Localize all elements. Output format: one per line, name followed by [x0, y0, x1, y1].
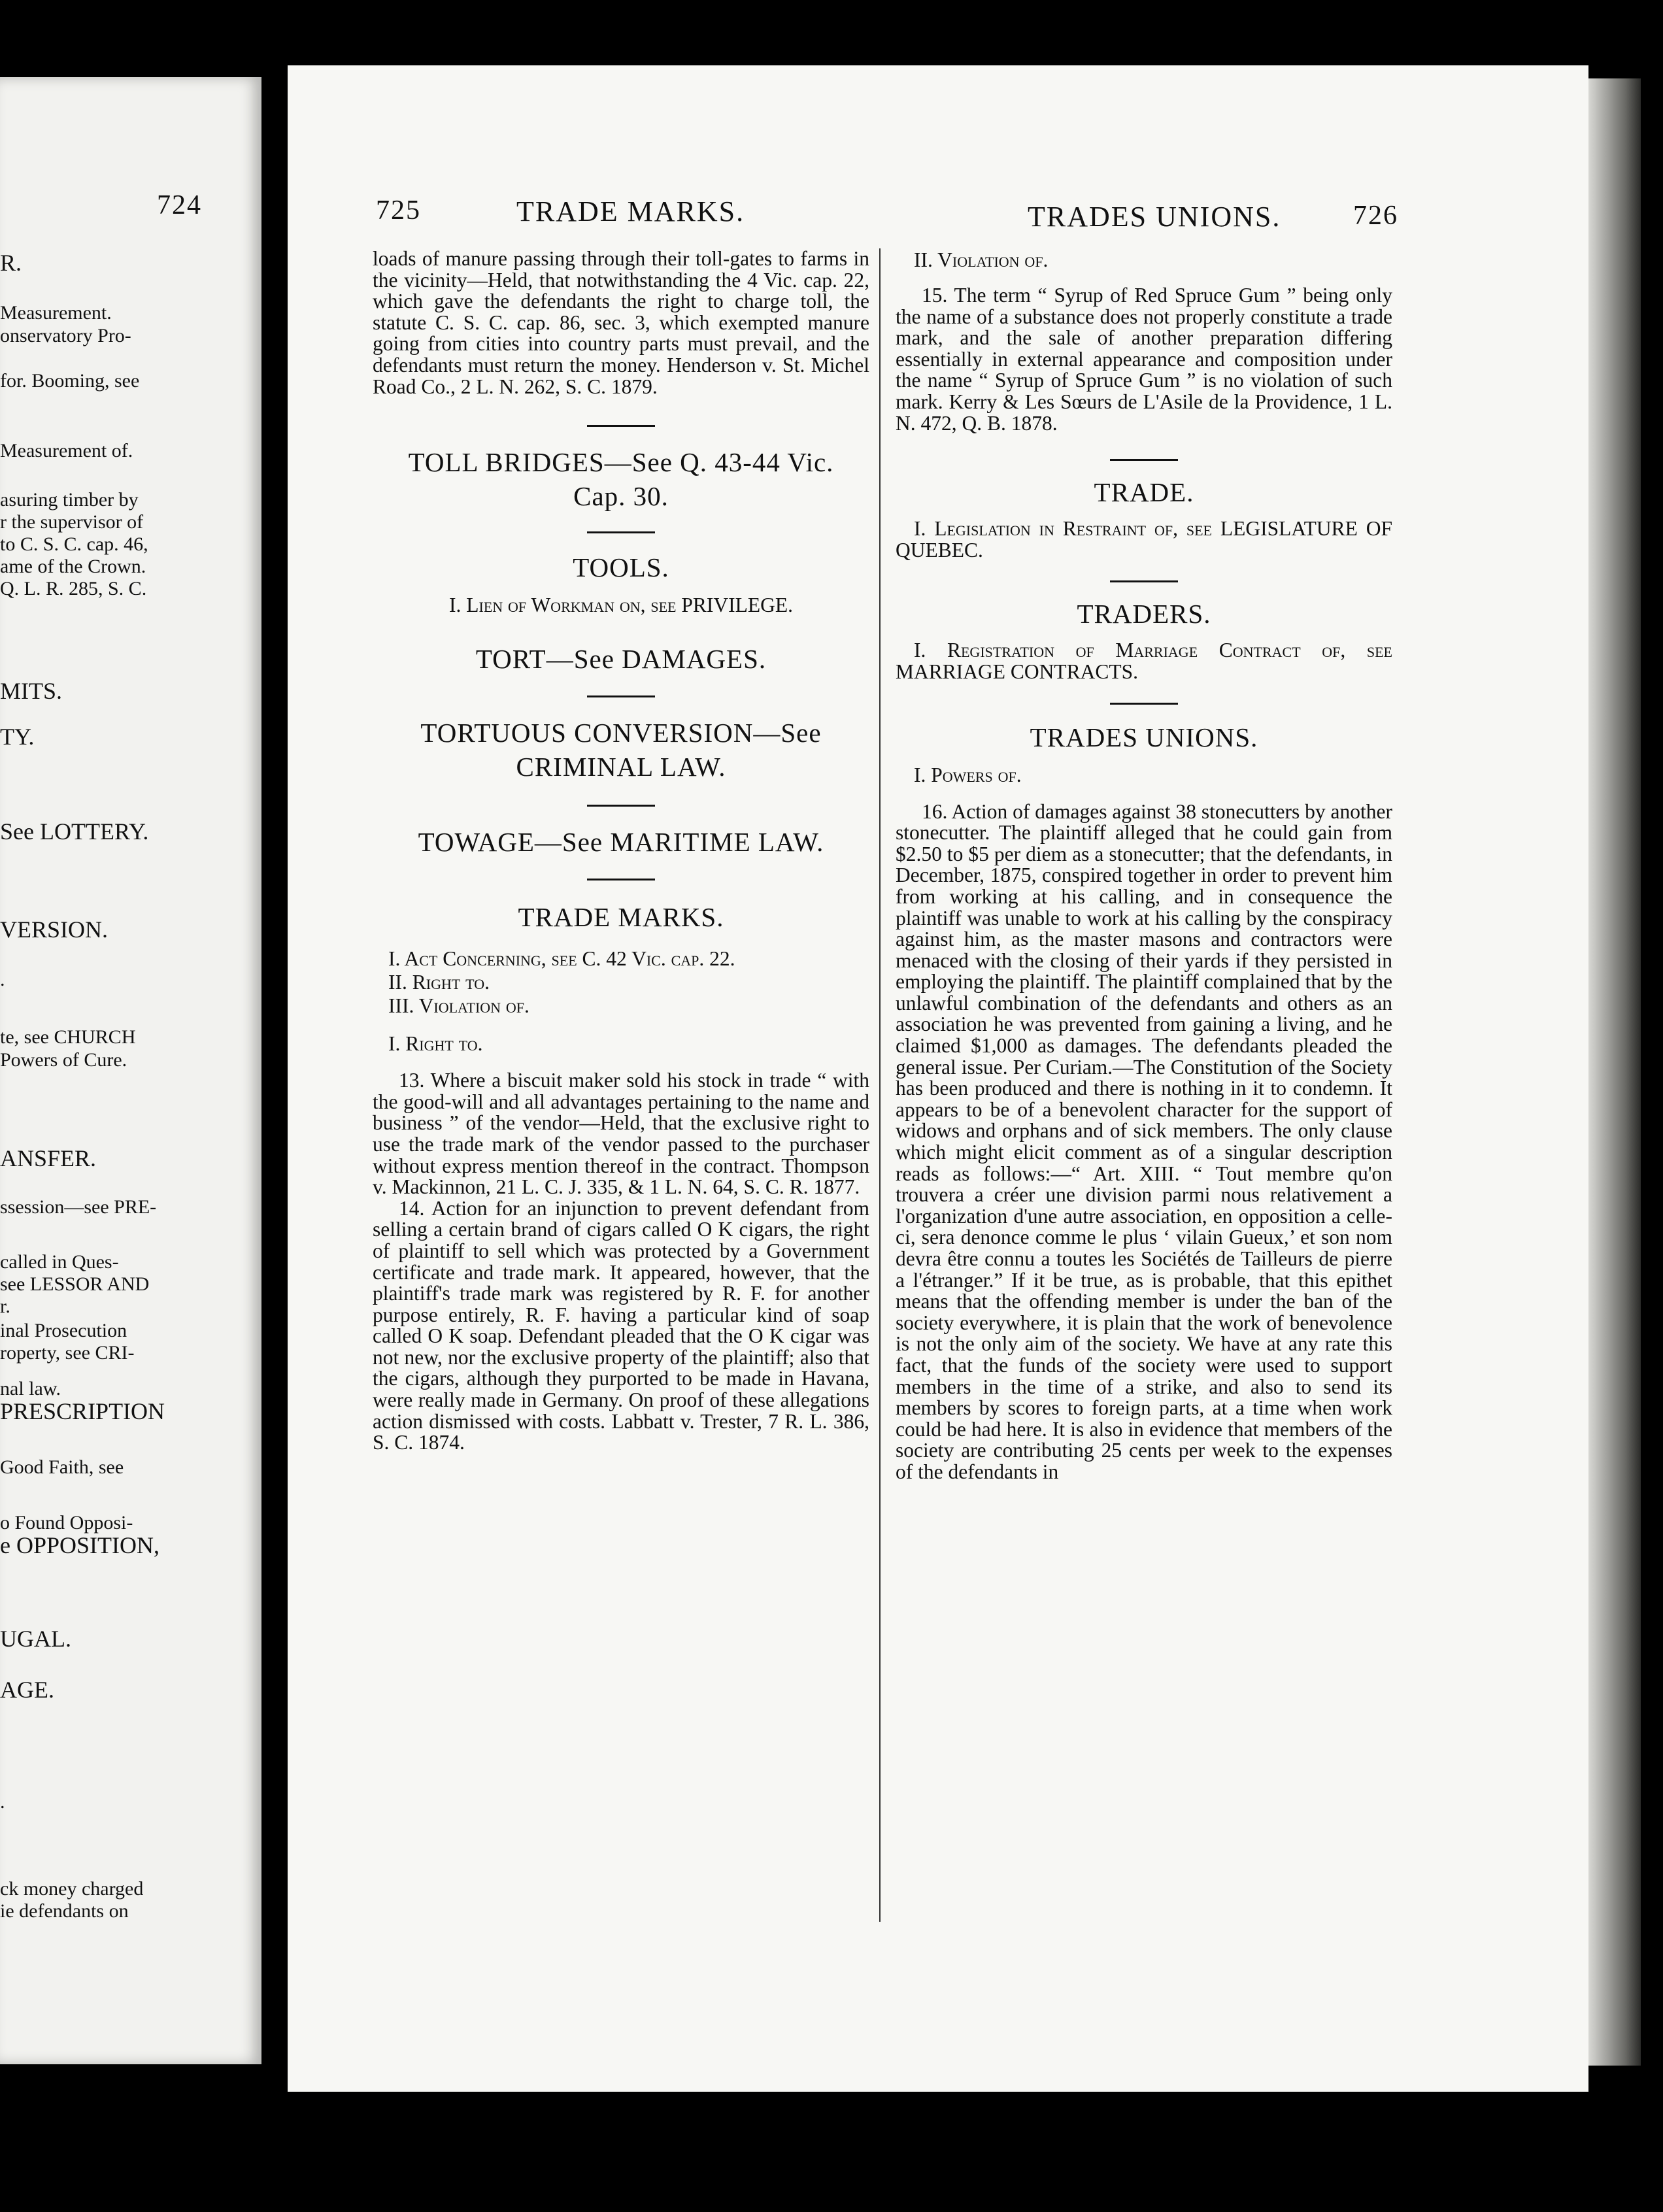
- heading-toll-bridges-cap: Cap. 30.: [573, 481, 669, 512]
- left-fragment-line: for. Booming, see: [0, 370, 140, 392]
- left-fragment-line: r the supervisor of: [0, 511, 144, 533]
- left-fragment-line: roperty, see CRI-: [0, 1342, 135, 1364]
- right-column: [896, 248, 1392, 1483]
- left-fragment-line: ame of the Crown.: [0, 556, 146, 577]
- left-fragment-line: Powers of Cure.: [0, 1049, 127, 1071]
- heading-violation-of: II. Violation of.: [914, 248, 1049, 271]
- left-page-fragment: [0, 77, 261, 2064]
- column-rule: [879, 248, 881, 1922]
- heading-right-to: I. Right to.: [388, 1032, 483, 1056]
- heading-toll-bridges: TOLL BRIDGES—See Q. 43-44 Vic.: [408, 447, 834, 478]
- left-fragment-line: .: [0, 1791, 5, 1813]
- left-fragment-line: te, see CHURCH: [0, 1026, 136, 1048]
- left-fragment-line: nal law.: [0, 1378, 61, 1399]
- heading-tools: TOOLS.: [573, 552, 669, 583]
- left-fragment-line: to C. S. C. cap. 46,: [0, 533, 148, 555]
- left-fragment-line: .: [0, 969, 5, 990]
- left-fragment-line: MITS.: [0, 678, 63, 704]
- left-fragment-line: onservatory Pro-: [0, 325, 131, 346]
- tm-subentry-3: III. Violation of.: [388, 994, 529, 1018]
- heading-trade: TRADE.: [1094, 477, 1194, 508]
- left-fragment-line: R.: [0, 250, 22, 276]
- left-page-number: 724: [157, 190, 202, 220]
- left-fragment-line: AGE.: [0, 1677, 54, 1703]
- left-fragment-line: ck money charged: [0, 1878, 144, 1900]
- heading-towage: TOWAGE—See MARITIME LAW.: [418, 827, 824, 858]
- running-head-trades-unions: TRADES UNIONS.: [1028, 201, 1281, 233]
- left-fragment-line: TY.: [0, 724, 35, 750]
- left-fragment-line: ANSFER.: [0, 1145, 97, 1171]
- left-fragment-line: inal Prosecution: [0, 1320, 127, 1341]
- left-fragment-line: ssession—see PRE-: [0, 1196, 157, 1218]
- running-head-trade-marks: TRADE MARKS.: [516, 195, 745, 227]
- tm-subentry-2: II. Right to.: [388, 971, 490, 994]
- paragraph-16: 16. Action of damages against 38 stonecutters by another stonecutter. The plaintiff alleged that he could gain from $2.50 to $5 per diem as a stonecutter; that the defendants, in December, 1875, conspired together in order to prevent him from working at his calling, and in consequence the plaintiff was unable to work at his calling by the conspiracy against him, as the master masons and contractors were menaced with the closing of their yards if they persisted in employing the plaintiff. The plaintiff complained that by the unlawful combination of the defendants and others as an association he was prevented from gaining a living, and he claimed $1,000 as damages. The defendants pleaded the general issue. Per Curiam.—The Constitution of the Society has been produced and there is nothing in it to condemn. It appears to be of a benevolent character for the support of widows and orphans and of sick members. The only clause which might elicit comment as of a singular description reads as follows:—“ Art. XIII. “ Tout membre qu'on trouvera a créer une division parmi nous relativement a l'organization d'une autre association, en opposition a celle-ci, sera denonce comme le plus ‘ vilain Gueux,’ et son nom devra être connu a toutes les Sociétés de Tailleurs de pierre a l'étranger.” If it be true, as is probable, that this epithet means that the offending member is under the ban of the society everywhere, it is plain that the work of benevolence is not the only aim of the society. We have at any rate this fact, that the funds of the society were used to support members in the time of a strike, and also to send its members by scores to foreign parts, at a time when work could be had here. It is also in evidence that members of the society are contributing 25 cents per week to the expenses of the defendants in: [896, 799, 1392, 1483]
- left-fragment-line: UGAL.: [0, 1626, 71, 1652]
- left-fragment-line: asuring timber by: [0, 489, 139, 511]
- left-fragment-line: e OPPOSITION,: [0, 1532, 160, 1558]
- left-fragment-line: Measurement of.: [0, 440, 133, 461]
- paragraph-15: 15. The term “ Syrup of Red Spruce Gum ” being only the name of a substance does not properly constitute a trade mark, and the sale of another preparation differing essentially in external appearance and composition under the name “ Syrup of Spruce Gum ” is no violation of such mark. Kerry & Les Sœurs de L'Asile de la Providence, 1 L. N. 472, Q. B. 1878.: [896, 284, 1392, 435]
- left-fragment-line: called in Ques-: [0, 1251, 119, 1273]
- heading-traders: TRADERS.: [1077, 599, 1211, 629]
- left-fragment-line: see LESSOR AND: [0, 1273, 150, 1295]
- heading-tortuous-conversion: TORTUOUS CONVERSION—See: [420, 718, 822, 748]
- traders-subentry: I. Registration of Marriage Contract of, see MARRIAGE CONTRACTS.: [896, 639, 1392, 683]
- heading-powers-of: I. Powers of.: [914, 763, 1022, 786]
- heading-tort: TORT—See DAMAGES.: [475, 644, 767, 675]
- left-fragment-line: ie defendants on: [0, 1900, 129, 1922]
- page-number-725: 725: [376, 195, 421, 226]
- page-number-726: 726: [1353, 201, 1398, 231]
- left-fragment-line: PRESCRIPTION: [0, 1398, 165, 1424]
- left-column: [373, 248, 869, 1454]
- heading-trades-unions: TRADES UNIONS.: [1030, 722, 1258, 752]
- tm-subentry-1: I. Act Concerning, see C. 42 Vic. cap. 22.: [388, 947, 735, 971]
- left-fragment-line: r.: [0, 1296, 10, 1317]
- tools-subentry: I. Lien of Workman on, see PRIVILEGE.: [449, 594, 793, 617]
- left-fragment-line: VERSION.: [0, 916, 109, 943]
- left-fragment-line: Q. L. R. 285, S. C.: [0, 578, 147, 599]
- heading-criminal-law: CRIMINAL LAW.: [516, 752, 726, 782]
- paragraph-13: 13. Where a biscuit maker sold his stock in trade “ with the good-will and all advantages pertaining to the name and business ” of the vendor—Held, that the exclusive right to use the trade mark of the vendor passed to the purchaser without express mention thereof in the contract. Thompson v. Mackinnon, 21 L. C. J. 335, & 1 L. N. 64, S. C. R. 1877.: [373, 1069, 869, 1199]
- left-fragment-line: Measurement.: [0, 302, 112, 324]
- entry-intro: loads of manure passing through their toll-gates to farms in the vicinity—Held, that notwithstanding the 4 Vic. cap. 22, which gave the defendants the right to charge toll, the statute C. S. C. cap. 86, sec. 3, which exempted manure going from cities into country parts must prevail, and the defendants must return the money. Henderson v. St. Michel Road Co., 2 L. N. 262, S. C. 1879.: [373, 247, 869, 398]
- left-fragment-line: Good Faith, see: [0, 1456, 124, 1478]
- left-fragment-line: o Found Opposi-: [0, 1512, 133, 1533]
- paragraph-14: 14. Action for an injunction to prevent defendant from selling a certain brand of cigars called O K cigars, the right of plaintiff to sell which was protected by a Government certificate and trade mark. It appeared, however, that the plaintiff's trade mark was registered by R. F. for another purpose entirely, R. F. having a particular kind of soap called O K soap. Defendant pleaded that the O K cigar was not new, nor the exclusive property of the plaintiff; also that the cigars, although they purported to be made in Havana, were really made in Germany. On proof of these allegations action dismissed with costs. Labbatt v. Trester, 7 R. L. 386, S. C. 1874.: [373, 1196, 869, 1454]
- left-fragment-line: See LOTTERY.: [0, 818, 149, 845]
- heading-trade-marks: TRADE MARKS.: [518, 902, 724, 933]
- trade-subentry: I. Legislation in Restraint of, see LEGISLATURE OF QUEBEC.: [896, 517, 1392, 561]
- page-edge: [1588, 78, 1641, 2066]
